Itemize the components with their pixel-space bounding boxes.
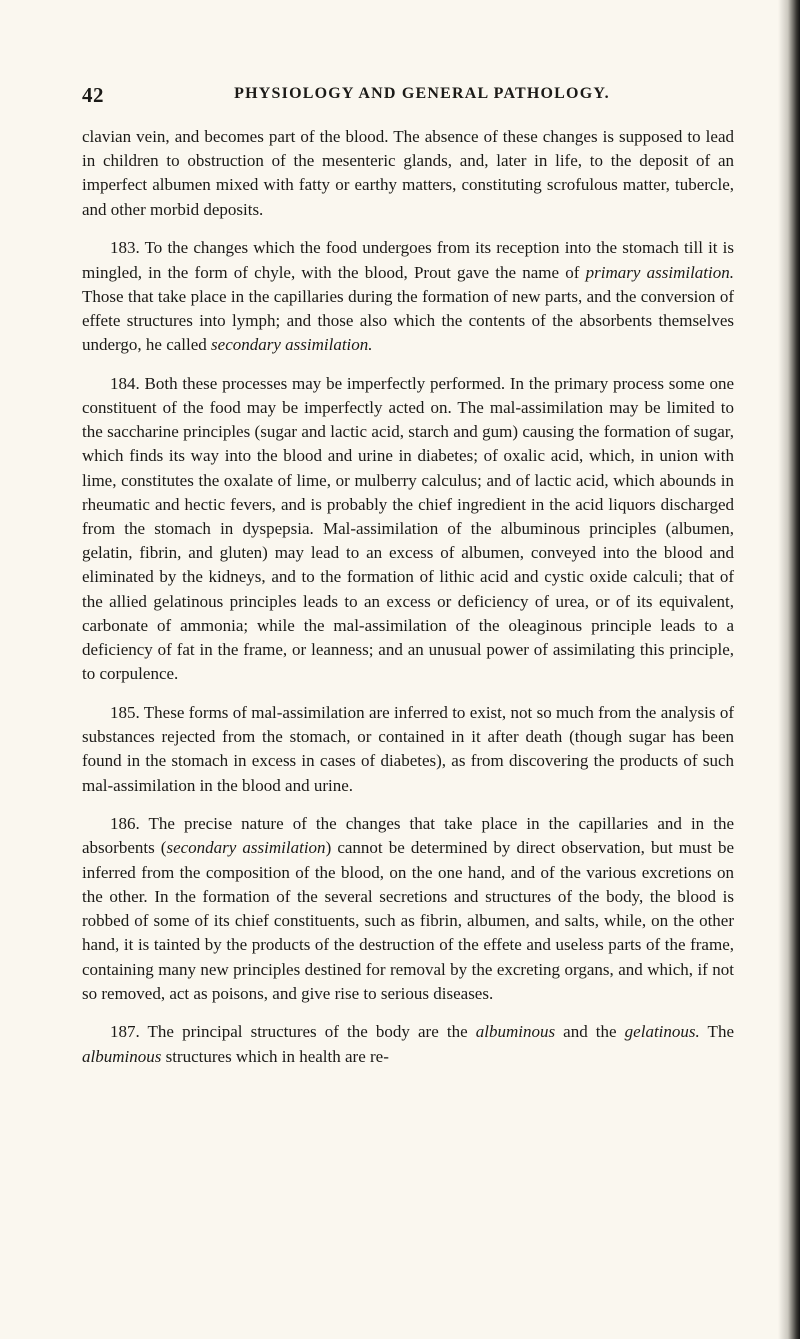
page-header bbox=[82, 83, 732, 109]
paragraph-continuation bbox=[82, 125, 734, 222]
text-run: 183. To the changes which the food undergoes from its reception into the stomach till it is mingled, in the form of chyle, with the blood, Prout gave the name of bbox=[82, 238, 734, 282]
italic-term: albuminous bbox=[475, 1022, 556, 1042]
paragraph-183 bbox=[82, 236, 734, 357]
page-number: 42 bbox=[82, 83, 104, 107]
text-run: 185. These forms of mal-assimilation are inferred to exist, not so much from the analysis of substances rejected from the stomach, or contained in it after death (though sugar has been found in the stomach in excess in cases of diabetes), as from discovering the products of such mal-assimilation in the blood and urine. bbox=[82, 702, 734, 795]
paragraph-185 bbox=[82, 701, 734, 798]
text-run: structures which in health are re- bbox=[161, 1046, 389, 1066]
italic-term: primary assimilation. bbox=[585, 262, 734, 282]
italic-term: gelatinous. bbox=[624, 1022, 700, 1042]
italic-term: secondary assimilation bbox=[166, 838, 326, 858]
text-run: ) cannot be determined by direct observation, but must be inferred from the composition of the blood, on the one hand, and of the various excretions on the other. In the formation of the several secretions and structures of the body, the blood is robbed of some of its chief constituents, such as fibrin, albumen, and salts, while, on the other hand, it is tainted by the products of the destruction of the effete and useless parts of the frame, containing many new principles destined for removal by the excreting organs, and which, if not so removed, act as poisons, and give rise to serious diseases. bbox=[82, 838, 734, 1003]
body-text bbox=[82, 125, 734, 1069]
text-run: 184. Both these processes may be imperfectly performed. In the primary process some one constituent of the food may be imperfectly acted on. The mal-assimilation may be limited to the saccharine principles (sugar and lactic acid, starch and gum) causing the formation of sugar, which finds its way into the blood and urine in diabetes; of oxalic acid, which, in union with lime, constitutes the oxalate of lime, or mulberry calculus; and of lactic acid, which abounds in rheumatic and hectic fevers, and is probably the chief ingredient in the acid liquors discharged from the stomach in dyspepsia. Mal-assimilation of the albuminous principles (albumen, gelatin, fibrin, and gluten) may lead to an excess of albumen, conveyed into the blood and eliminated by the kidneys, and to the formation of lithic acid and cystic oxide calculi; that of the allied gelatinous principles leads to an excess or deficiency of urea, or of its equivalent, carbonate of ammonia; while the mal-assimilation of the oleaginous principle leads to a deficiency of fat in the frame, or leanness; and an unusual power of assimilating this principle, to corpulence. bbox=[82, 373, 734, 684]
page-gutter-shadow bbox=[778, 0, 800, 1339]
text-run: 186. The precise nature of the changes that take place in the capillaries and in the absorbents ( bbox=[82, 814, 734, 858]
paragraph-187 bbox=[82, 1020, 734, 1068]
italic-term: albuminous bbox=[82, 1046, 162, 1066]
text-run: Those that take place in the capillaries during the formation of new parts, and the conversion of effete structures into lymph; and those also which the contents of the absorbents themselves undergo, he called bbox=[82, 286, 734, 355]
running-title: PHYSIOLOGY AND GENERAL PATHOLOGY. bbox=[234, 85, 610, 102]
text-run: The bbox=[699, 1022, 734, 1042]
paragraph-184 bbox=[82, 372, 734, 687]
text-run: and the bbox=[555, 1022, 625, 1042]
text-run: clavian vein, and becomes part of the blood. The absence of these changes is supposed to lead in children to obstruction of the mesenteric glands, and, later in life, to the deposit of an imperfect albumen mixed with fatty or earthy matters, constituting scrofulous matter, tubercle, and other morbid deposits. bbox=[82, 127, 734, 219]
text-run: 187. The principal structures of the body are the bbox=[110, 1022, 476, 1042]
paragraph-186 bbox=[82, 812, 734, 1006]
italic-term: secondary assimilation. bbox=[211, 335, 373, 355]
